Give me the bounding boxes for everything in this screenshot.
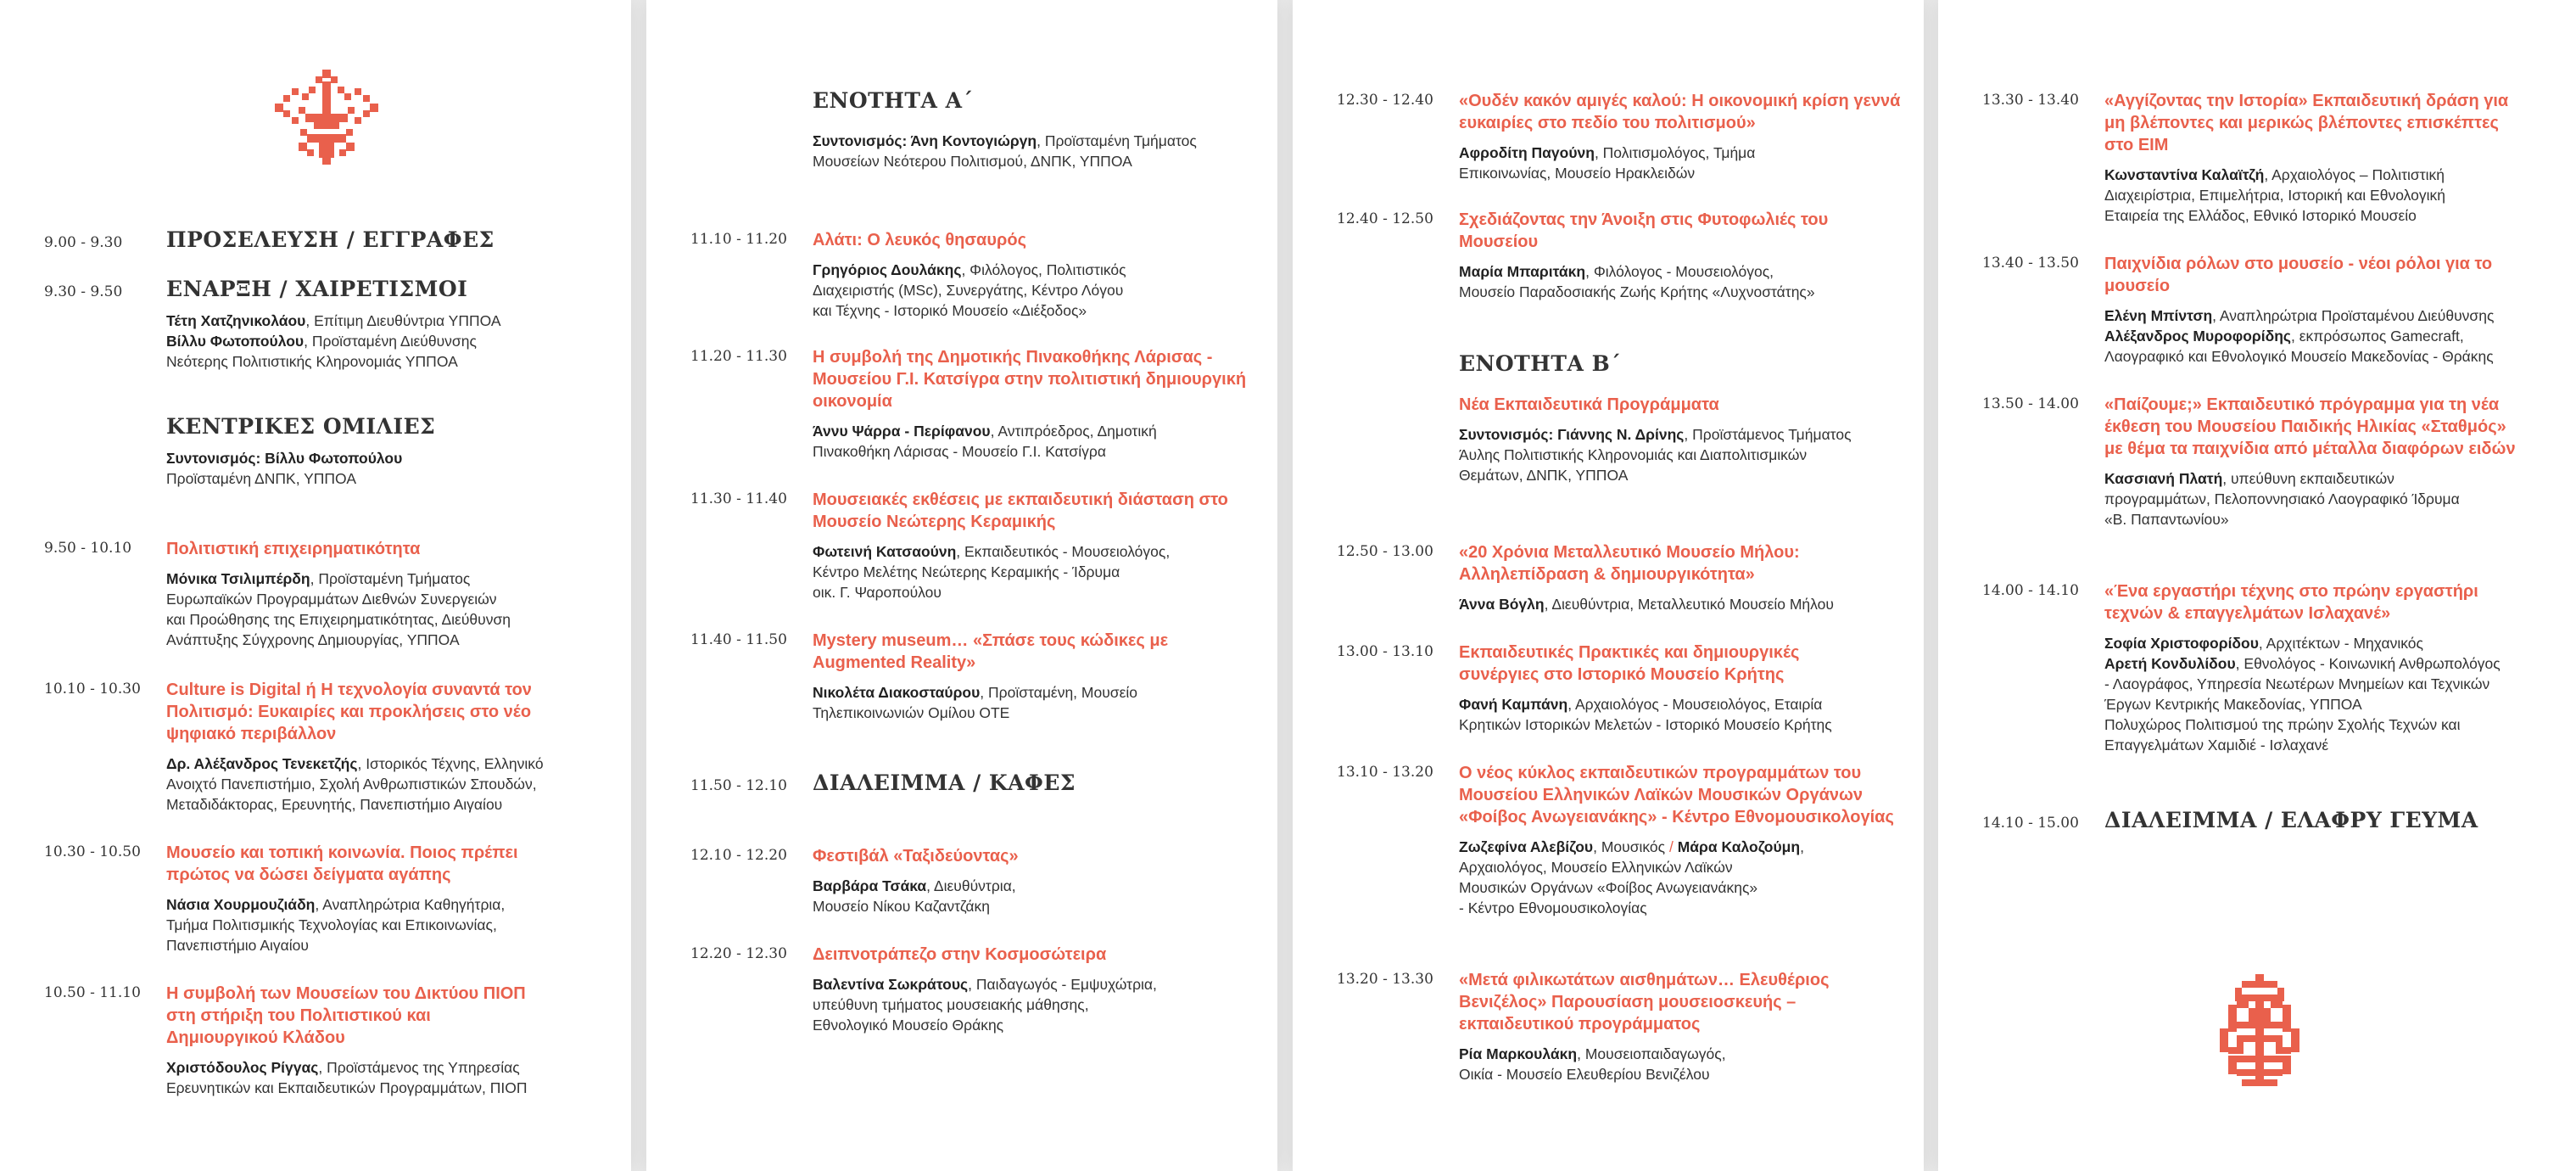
speaker-info: Κασσιανή Πλατή, υπεύθυνη εκπαιδευτικών προγραμμάτων, Πελοποννησιακό Λαογραφικό Ίδρυμα «Β. Παπαντωνίου» bbox=[2104, 470, 2460, 528]
speaker-info: Χριστόδουλος Ρίγγας, Προϊστάμενος της Υπηρεσίας Ερευνητικών και Εκπαιδευτικών Προγραμμάτων, ΠΙΟΠ bbox=[166, 1059, 528, 1096]
section-title: ΚΕΝΤΡΙΚΕΣ ΟΜΙΛΙΕΣ bbox=[166, 414, 436, 439]
time-slot: 11.40 - 11.50 bbox=[690, 631, 787, 648]
time-slot: 13.30 - 13.40 bbox=[1982, 92, 2079, 109]
speaker-info: Δρ. Αλέξανδρος Τενεκετζής, Ιστορικός Τέχνης, Ελληνικό Ανοιχτό Πανεπιστήμιο, Σχολή Ανθρωπιστικών Σπουδών, Μεταδιδάκτορας, Ερευνητής, Πανεπιστήμιο Αιγαίου bbox=[166, 755, 544, 813]
panel-1 bbox=[0, 0, 631, 1171]
moderator-info: Συντονισμός: Άνη Κοντογιώργη, Προϊσταμένη Τμήματος Μουσείων Νεότερου Πολιτισμού, ΔΝΠΚ, ΥΠΠΟΑ bbox=[813, 132, 1197, 170]
talk-title: Ο νέος κύκλος εκπαιδευτικών προγραμμάτων του Μουσείου Ελληνικών Λαϊκών Μουσικών Οργάνων «Φοίβος Ανωγειανάκης» - Κέντρο Εθνομουσικολογίας bbox=[1459, 764, 1894, 826]
time-slot: 13.40 - 13.50 bbox=[1982, 255, 2079, 272]
section-title: ΕΝΟΤΗΤΑ Β΄ bbox=[1459, 351, 1622, 376]
speaker-info: Νάσια Χουρμουζιάδη, Αναπληρώτρια Καθηγήτρια, Τμήμα Πολιτισμικής Τεχνολογίας και Επικοινωνίας, Πανεπιστήμιο Αιγαίου bbox=[166, 896, 506, 954]
time-slot: 11.30 - 11.40 bbox=[690, 490, 787, 507]
section-title: ΕΝΑΡΞΗ / ΧΑΙΡΕΤΙΣΜΟΙ bbox=[166, 277, 468, 301]
time-slot: 11.50 - 12.10 bbox=[690, 777, 787, 794]
speaker-info: Αφροδίτη Παγούνη, Πολιτισμολόγος, Τμήμα Επικοινωνίας, Μουσείο Ηρακλειδών bbox=[1459, 144, 1756, 182]
talk-title: Φεστιβάλ «Ταξιδεύοντας» bbox=[813, 847, 1019, 866]
time-slot: 9.30 - 9.50 bbox=[44, 283, 123, 300]
talk-title: Νέα Εκπαιδευτικά Προγράμματα bbox=[1459, 395, 1719, 414]
talk-title: Μουσειακές εκθέσεις με εκπαιδευτική διάσταση στο Μουσείο Νεώτερης Κεραμικής bbox=[813, 490, 1228, 531]
time-slot: 12.20 - 12.30 bbox=[690, 945, 787, 962]
talk-title: Σχεδιάζοντας την Άνοιξη στις Φυτοφωλιές του Μουσείου bbox=[1459, 210, 1829, 251]
speaker-info: Κωνσταντίνα Καλαϊτζή, Αρχαιολόγος – Πολιτιστική Διαχειρίστρια, Επιμελήτρια, Ιστορική και Εθνολογική Εταιρεία της Ελλάδος, Εθνικό Ιστορικό Μουσείο bbox=[2104, 166, 2445, 224]
speaker-info: Μαρία Μπαριτάκη, Φιλόλογος - Μουσειολόγος, Μουσείο Παραδοσιακής Ζωής Κρήτης «Λυχνοστάτης» bbox=[1459, 263, 1815, 300]
time-slot: 13.50 - 14.00 bbox=[1982, 395, 2079, 412]
time-slot: 12.40 - 12.50 bbox=[1337, 210, 1433, 227]
moderator-info: Συντονισμός: Γιάννης Ν. Δρίνης, Προϊστάμενος Τμήματος Άυλης Πολιτιστικής Κληρονομιάς και Διαπολιτισμικών Θεμάτων, ΔΝΠΚ, ΥΠΠΟΑ bbox=[1459, 426, 1852, 484]
speaker-info: Ελένη Μπίντση, Αναπληρώτρια Προϊσταμένου Διεύθυνσης Αλέξανδρος Μυροφορίδης, εκπρόσωπος Gamecraft, Λαογραφικό και Εθνολογικό Μουσείο Μακεδονίας - Θράκης bbox=[2104, 307, 2495, 365]
time-slot: 9.50 - 10.10 bbox=[44, 540, 132, 557]
speaker-info: Άννυ Ψάρρα - Περίφανου, Αντιπρόεδρος, Δημοτική Πινακοθήκη Λάρισας - Μουσείο Γ.Ι. Κατσίγρα bbox=[813, 423, 1157, 460]
time-slot: 13.00 - 13.10 bbox=[1337, 643, 1433, 660]
time-slot: 10.10 - 10.30 bbox=[44, 681, 141, 698]
speaker-info: Ρία Μαρκουλάκη, Μουσειοπαιδαγωγός, Οικία - Μουσείο Ελευθερίου Βενιζέλου bbox=[1459, 1045, 1726, 1083]
section-title: ΕΝΟΤΗΤΑ Α΄ bbox=[813, 88, 974, 113]
section-title: ΔΙΑΛΕΙΜΜΑ / ΕΛΑΦΡΥ ΓΕΥΜΑ bbox=[2104, 808, 2478, 832]
time-slot: 14.10 - 15.00 bbox=[1982, 815, 2079, 832]
speaker-info: Μόνικα Τσιλιμπέρδη, Προϊσταμένη Τμήματος Ευρωπαϊκών Προγραμμάτων Διεθνών Συνεργειών και Προώθησης της Επιχειρηματικότητας, Διεύθυνση Ανάπτυξης Σύγχρονης Δημιουργίας, ΥΠΠΟΑ bbox=[166, 570, 511, 648]
talk-title: «20 Χρόνια Μεταλλευτικό Μουσείο Μήλου: Αλληλεπίδραση & δημιουργικότητα» bbox=[1459, 543, 1800, 584]
time-slot: 11.10 - 11.20 bbox=[690, 231, 787, 248]
floral-embroidery-icon bbox=[266, 70, 387, 165]
panel-4 bbox=[1938, 0, 2576, 1171]
speaker-info: Τέτη Χατζηνικολάου, Επίτιμη Διευθύντρια ΥΠΠΟΑ Βίλλυ Φωτοπούλου, Προϊσταμένη Διεύθυνσης Νεότερης Πολιτιστικής Κληρονομιάς ΥΠΠΟΑ bbox=[166, 312, 501, 370]
time-slot: 10.50 - 11.10 bbox=[44, 984, 141, 1001]
panel-2 bbox=[646, 0, 1277, 1171]
talk-title: Culture is Digital ή Η τεχνολογία συναντά τον Πολιτισμό: Ευκαιρίες και προκλήσεις στο νέο ψηφιακό περιβάλλον bbox=[166, 681, 532, 743]
talk-title: «Αγγίζοντας την Ιστορία» Εκπαιδευτική δράση για μη βλέποντες και μερικώς βλέποντες επισκέπτες στο ΕΙΜ bbox=[2104, 92, 2509, 154]
speaker-info: Φωτεινή Κατσαούνη, Εκπαιδευτικός - Μουσειολόγος, Κέντρο Μελέτης Νεώτερης Κεραμικής - Ίδρυμα οικ. Γ. Ψαροπούλου bbox=[813, 543, 1171, 601]
talk-title: «Παίζουμε;» Εκπαιδευτικό πρόγραμμα για τη νέα έκθεση του Μουσείου Παιδικής Ηλικίας «Σταθμός» με θέμα τα παιχνίδια από μέταλλα διαφόρων ειδών bbox=[2104, 395, 2516, 458]
time-slot: 13.10 - 13.20 bbox=[1337, 764, 1433, 781]
talk-title: Μουσείο και τοπική κοινωνία. Ποιος πρέπει πρώτος να δώσει δείγματα αγάπης bbox=[166, 843, 518, 884]
time-slot: 12.10 - 12.20 bbox=[690, 847, 787, 864]
time-slot: 13.20 - 13.30 bbox=[1337, 971, 1433, 988]
moderator-info: Συντονισμός: Βίλλυ Φωτοπούλου Προϊσταμένη ΔΝΠΚ, ΥΠΠΟΑ bbox=[166, 450, 403, 487]
talk-title: Η συμβολή των Μουσείων του Δικτύου ΠΙΟΠ στη στήριξη του Πολιτιστικού και Δημιουργικού Κλάδου bbox=[166, 984, 526, 1047]
monogram-embroidery-icon bbox=[2211, 974, 2308, 1086]
speaker-info: Σοφία Χριστοφορίδου, Αρχιτέκτων - Μηχανικός Αρετή Κονδυλίδου, Εθνολόγος - Κοινωνική Ανθρωπολόγος - Λαογράφος, Υπηρεσία Νεωτέρων Μνημείων και Τεχνικών Έργων Κεντρικής Μακεδονίας, ΥΠΠΟΑ Πολυχώρος Πολιτισμού της πρώην Σχολής Τεχνών και Επαγγελμάτων Χαμιδιέ - Ισλαχανέ bbox=[2104, 635, 2501, 754]
speaker-info: Φανή Καμπάνη, Αρχαιολόγος - Μουσειολόγος, Εταιρία Κρητικών Ιστορικών Μελετών - Ιστορικό Μουσείο Κρήτης bbox=[1459, 696, 1832, 733]
time-slot: 12.50 - 13.00 bbox=[1337, 543, 1433, 560]
talk-title: Mystery museum… «Σπάσε τους κώδικες με Augmented Reality» bbox=[813, 631, 1169, 672]
time-slot: 14.00 - 14.10 bbox=[1982, 582, 2079, 599]
time-slot: 9.00 - 9.30 bbox=[44, 234, 123, 251]
section-title: ΔΙΑΛΕΙΜΜΑ / ΚΑΦΕΣ bbox=[813, 770, 1076, 795]
talk-title: Εκπαιδευτικές Πρακτικές και δημιουργικές συνέργιες στο Ιστορικό Μουσείο Κρήτης bbox=[1459, 643, 1800, 684]
panel-3 bbox=[1293, 0, 1924, 1171]
speaker-info: Άννα Βόγλη, Διευθύντρια, Μεταλλευτικό Μουσείο Μήλου bbox=[1459, 596, 1834, 613]
speaker-info: Βαρβάρα Τσάκα, Διευθύντρια, Μουσείο Νίκου Καζαντζάκη bbox=[813, 877, 1016, 915]
talk-title: Η συμβολή της Δημοτικής Πινακοθήκης Λάρισας - Μουσείου Γ.Ι. Κατσίγρα στην πολιτιστική δημιουργική οικονομία bbox=[813, 348, 1247, 411]
talk-title: Αλάτι: Ο λευκός θησαυρός bbox=[813, 231, 1026, 249]
speaker-info: Βαλεντίνα Σωκράτους, Παιδαγωγός - Εμψυχώτρια, υπεύθυνη τμήματος μουσειακής μάθησης, Εθνολογικό Μουσείο Θράκης bbox=[813, 976, 1157, 1034]
talk-title: «Ένα εργαστήρι τέχνης στο πρώην εργαστήρι τεχνών & επαγγελμάτων Ισλαχανέ» bbox=[2104, 582, 2478, 623]
section-title: ΠΡΟΣΕΛΕΥΣΗ / ΕΓΓΡΑΦΕΣ bbox=[166, 227, 495, 252]
speaker-info: Ζωζεφίνα Αλεβίζου, Μουσικός / Μάρα Καλοζούμη, Αρχαιολόγος, Μουσείο Ελληνικών Λαϊκών Μουσικών Οργάνων «Φοίβος Ανωγειανάκης» - Κέντρο Εθνομουσικολογίας bbox=[1459, 838, 1804, 916]
talk-title: Δειπνοτράπεζο στην Κοσμοσώτειρα bbox=[813, 945, 1107, 964]
talk-title: Παιχνίδια ρόλων στο μουσείο - νέοι ρόλοι για το μουσείο bbox=[2104, 255, 2493, 295]
talk-title: «Μετά φιλικωτάτων αισθημάτων… Ελευθέριος Βενιζέλος» Παρουσίαση μουσειοσκευής – εκπαιδευτικού προγράμματος bbox=[1459, 971, 1830, 1034]
time-slot: 12.30 - 12.40 bbox=[1337, 92, 1433, 109]
speaker-info: Γρηγόριος Δουλάκης, Φιλόλογος, Πολιτιστικός Διαχειριστής (MSc), Συνεργάτης, Κέντρο Λόγου και Τέχνης - Ιστορικό Μουσείο «Διέξοδος» bbox=[813, 261, 1126, 319]
time-slot: 11.20 - 11.30 bbox=[690, 348, 787, 365]
time-slot: 10.30 - 10.50 bbox=[44, 843, 141, 860]
talk-title: «Ουδέν κακόν αμιγές καλού: Η οικονομική κρίση γεννά ευκαιρίες στο πεδίο του πολιτισμού» bbox=[1459, 92, 1901, 132]
talk-title: Πολιτιστική επιχειρηματικότητα bbox=[166, 540, 421, 558]
speaker-info: Νικολέτα Διακοσταύρου, Προϊσταμένη, Μουσείο Τηλεπικοινωνιών Ομίλου ΟΤΕ bbox=[813, 684, 1138, 721]
